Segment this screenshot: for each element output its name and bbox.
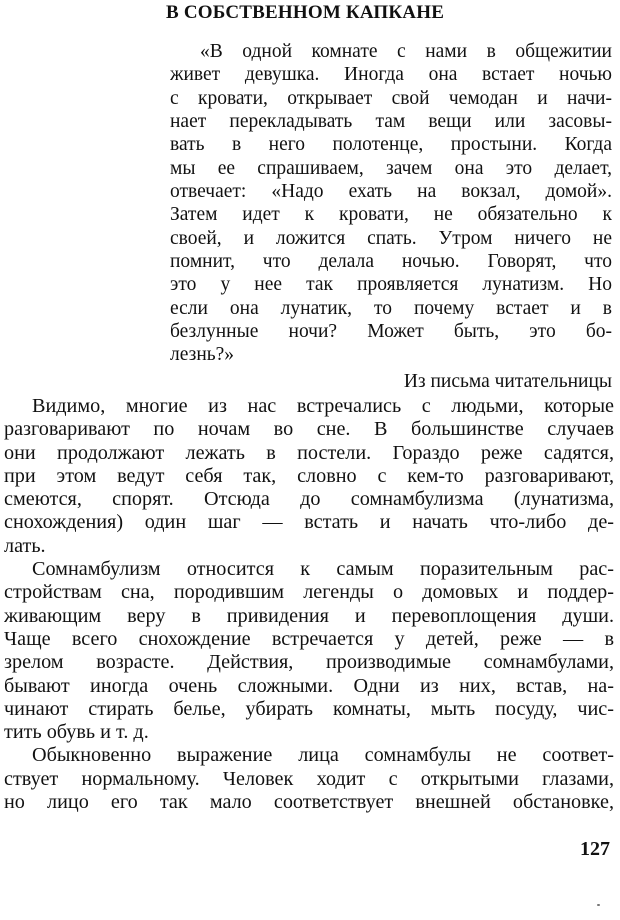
body-text — [4, 395, 614, 814]
epigraph-line: отвечает: «Надо ехать на вокзал, домой». — [170, 181, 612, 203]
text-line: тить обувь и т. д. — [4, 721, 149, 744]
epigraph-line: помнит, что делала ночью. Говорят, что — [170, 251, 612, 273]
epigraph-line: вать в него полотенце, простыни. Когда — [170, 134, 612, 156]
text-line: Видимо, многие из нас встречались с людьми, которые — [32, 395, 614, 417]
epigraph-line: это у нее так проявляется лунатизм. Но — [170, 274, 612, 296]
epigraph-line: «В одной комнате с нами в общежитии — [200, 41, 612, 62]
text-line: снохождения) один шаг — встать и начать что-либо де- — [4, 511, 614, 534]
text-line: лать. — [4, 534, 46, 557]
epigraph-line: безлунные ночи? Может быть, это бо- — [170, 321, 612, 343]
paragraph — [4, 395, 614, 558]
epigraph-line: если она лунатик, то почему встает и в — [170, 297, 612, 319]
epigraph-line: с кровати, открывает свой чемодан и начи- — [170, 87, 612, 109]
epigraph-line: живет девушка. Иногда она встает ночью — [170, 64, 612, 86]
print-speck — [597, 904, 600, 906]
running-header: В СОБСТВЕННОМ КАПКАНЕ — [166, 2, 445, 23]
text-line: при этом ведут себя так, словно с кем-то разговаривают, — [4, 464, 614, 487]
paragraph — [4, 744, 614, 814]
text-line: Сомнамбулизм относится к самым поразительным рас- — [32, 558, 614, 581]
text-line: разговаривают по ночам во сне. В большинстве случаев — [4, 418, 614, 441]
text-line: ствует нормальному. Человек ходит с открытыми глазами, — [4, 767, 614, 790]
page-number: 127 — [580, 838, 610, 860]
epigraph-letter-quote — [170, 40, 612, 395]
text-line: Обыкновенно выражение лица сомнамбулы не соответ- — [32, 744, 614, 767]
text-line: бывают иногда очень сложными. Одни из них, встав, на- — [4, 674, 614, 697]
epigraph-line: Затем идет к кровати, не обязательно к — [170, 204, 612, 226]
paragraph — [4, 558, 614, 744]
epigraph-attribution: Из письма читательницы — [403, 370, 612, 392]
text-line: они продолжают лежать в постели. Гораздо реже садятся, — [4, 441, 614, 464]
text-line: зрелом возрасте. Действия, производимые сомнамбулами, — [4, 651, 614, 674]
text-line: смеются, спорят. Отсюда до сомнамбулизма (лунатизма, — [4, 488, 614, 511]
text-line: чинают стирать белье, убирать комнаты, мыть посуду, чис- — [4, 697, 614, 720]
text-line: но лицо его так мало соответствует внешней обстановке, — [4, 791, 614, 814]
text-line: стройствам сна, породившим легенды о домовых и поддер- — [4, 581, 614, 604]
epigraph-line: лезнь?» — [170, 344, 235, 366]
epigraph-line: своей, и ложится спать. Утром ничего не — [170, 227, 612, 249]
epigraph-line: мы ее спрашиваем, зачем она это делает, — [170, 157, 612, 179]
text-line: живающим веру в привидения и перевоплощения души. — [4, 604, 614, 627]
text-line: Чаще всего снохождение встречается у детей, реже — в — [4, 627, 614, 650]
epigraph-line: нает перекладывать там вещи или засовы- — [170, 111, 612, 133]
